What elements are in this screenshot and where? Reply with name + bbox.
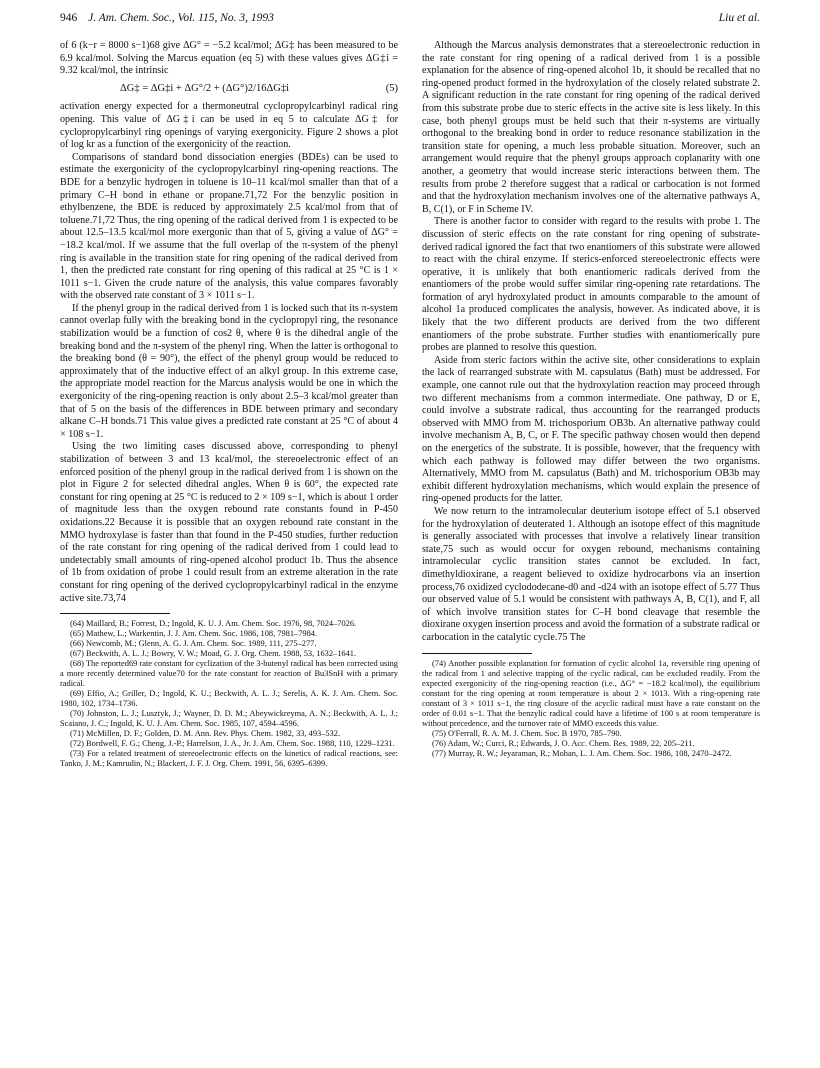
- footnote: (70) Johnston, L. J.; Lusztyk, J.; Wayner, D. D. M.; Abeywickreyma, A. N.; Beckwith, A. L. J.; Scaiano, J. C.; Ingold, K. U. J. Am. Chem. Soc. 1985, 107, 4594–4596.: [60, 709, 398, 729]
- footnote-divider: [60, 613, 170, 614]
- header-left: [60, 12, 274, 24]
- footnote: (66) Newcomb, M.; Glenn, A. G. J. Am. Chem. Soc. 1989, 111, 275–277.: [70, 639, 317, 649]
- header-authors: Liu et al.: [718, 12, 760, 24]
- paragraph: Using the two limiting cases discussed above, corresponding to phenyl stabilization of between 3 and 13 kcal/mol, the stereoelectronic effect of an enforced position of the phenyl group in the radical derived from 1 is shown on the plot in Figure 2 for selected dihedral angles. When θ is 60°, the expected rate constant for ring opening at 25 °C is reduced to 2 × 109 s−1, which is about 1 order of magnitude less than the oxygen rebound rate constants found in P-450 oxidations.22 Because it is possible that an oxygen rebound rate constant in the MMO hydroxylase is faster than that found in the P-450 studies, further reduction of the rate constant for ring opening of the radical derived from 1 could lead to undetectably small amounts of ring-opened alcohol product 1b. Thus the absence of 1b from oxidation of probe 1 could result from an extreme alteration in the rate constant for ring opening of the derived cyclopropylcarbinyl radical in the enzyme active site.73,74: [60, 441, 398, 604]
- footnote: (73) For a related treatment of stereoelectronic effects on the kinetics of radical reactions, see: Tanko, J. M.; Kamrudin, N.; Blackert, J. F. J. Org. Chem. 1991, 56, 6395–6399.: [60, 749, 398, 769]
- footnote: (77) Murray, R. W.; Jeyaraman, R.; Mohan, L. J. Am. Chem. Soc. 1986, 108, 2470–2472.: [432, 748, 732, 758]
- paragraph: Comparisons of standard bond dissociation energies (BDEs) can be used to estimate the exergonicity of the cyclopropylcarbinyl ring-opening reactions. The BDE for a benzylic hydrogen in toluene is 10–11 kcal/mol smaller than that of a primary C–H bond in ethane or propane.71,72 For the benzylic position in ethylbenzene, the BDE is reduced by approximately 2.5 kcal/mol from that of toluene.71,72 Thus, the ring opening of the radical derived from 1 is expected to be about 12.5–13.5 kcal/mol more exergonic than that of 5, giving a value of ΔG° = −18.2 kcal/mol. If we assume that the full overlap of the π-system of the phenyl ring is available in the transition state for ring opening of the radical derived from 1, then the predicted rate constant for ring opening of this radical at 25 °C is 1 × 1011 s−1. Given the crude nature of the analysis, this value compares favorably with the observed rate constant of 3 × 1011 s−1.: [60, 151, 398, 302]
- right-column: [422, 40, 760, 759]
- footnote: (72) Bordwell, F. G.; Cheng, J.-P.; Harrelson, J. A., Jr. J. Am. Chem. Soc. 1988, 110, 1229–1231.: [70, 739, 395, 749]
- footnote: (64) Maillard, B.; Forrest, D.; Ingold, K. U. J. Am. Chem. Soc. 1976, 98, 7024–7026.: [70, 619, 357, 629]
- paragraph: of 6 (k−r = 8000 s−1)68 give ΔG° = −5.2 kcal/mol; ΔG‡ has been measured to be 6.9 kcal/mol. Solving the Marcus equation (eq 5) with these values gives ΔG‡i = 9.32 kcal/mol, the intrinsic: [60, 40, 398, 77]
- footnotes-right: [422, 659, 760, 759]
- paragraph: Although the Marcus analysis demonstrates that a stereoelectronic reduction in the rate constant for ring opening of a radical derived from 1 is a possible explanation for the absence of ring-opened alcohol 1b, it should be recalled that no ring-opened product formed in the hydroxylation of the closely related substrate 2. A significant reduction in the rate constant for ring opening of the radical derived from this substrate probe due to steric effects in the active site is less likely. In this case, both phenyl groups must be held such that their π-systems are virtually orthogonal to the breaking bond in order to reduce resonance stabilization in the transition state for opening, a much less probable situation. Moreover, such an arrangement would require that the phenyl groups approach coplanarity with one another, a geometry that would increase steric interactions between them. The results from probe 2 therefore suggest that a radical or carbocation is not formed and that the hydroxylation mechanism involves one of the alternative pathways A, B, C(1), or F in Scheme IV.: [422, 40, 760, 215]
- paragraph: activation energy expected for a thermoneutral cyclopropylcarbinyl radical ring opening. This value of ΔG‡i can be used in eq 5 to calculate ΔG‡ for cyclopropylcarbinyl ring openings of varying exergonicity. Figure 2 shows a plot of log kr as a function of the exergonicity of the reaction.: [60, 101, 398, 151]
- footnotes-left: [60, 619, 398, 769]
- page-number: 946: [60, 12, 78, 24]
- footnote: (67) Beckwith, A. L. J.; Bowry, V. W.; Moad, G. J. Org. Chem. 1988, 53, 1632–1641.: [70, 649, 357, 659]
- paragraph: We now return to the intramolecular deuterium isotope effect of 5.1 observed for the hydroxylation of deuterated 1. Although an isotope effect of this magnitude is generally associated with processes that involve a relatively linear transition state,75 such as would occur for oxygen rebound, mechanisms containing intramolecular cyclic transition states cannot be excluded. In fact, dimethyldioxirane, a reagent believed to oxidize hydrocarbons via an insertion process,76 oxidized cyclododecane-d0 and -d24 with an isotope effect of 5.77 Thus our observed value of 5.1 would be consistent with pathways A, B, C(1), and F, all of which involve transition states for C–H bond cleavage that resemble the dioxirane oxygen insertion process and avoid the formation of a substrate radical or carbocation in the catalytic cycle.75 The: [422, 505, 760, 643]
- left-column: [60, 40, 398, 769]
- paragraph: Aside from steric factors within the active site, other considerations to explain the lack of rearranged substrate with M. capsulatus (Bath) must be addressed. For example, one cannot rule out that the hydroxylation reaction may proceed through two different mechanisms from a common intermediate. One pathway, D or E, could involve a substrate radical, thus accounting for the rearranged products observed with MMO from M. trichosporium OB3b. An alternative pathway could involve mechanism A, B, C, or F. The specific pathway chosen would then depend on the energetics of the substrate. It is possible, however, that the frequency with which each pathway is followed may differ between the two organisms. Alternatively, MMO from M. capsulatus (Bath) and M. trichosporium OB3b may exhibit different hydroxylation mechanisms, which would explain the presence of ring-opened products for the latter.: [422, 354, 760, 505]
- footnote: (71) McMillen, D. F.; Golden, D. M. Ann. Rev. Phys. Chem. 1982, 33, 493–532.: [70, 729, 341, 739]
- equation-text: ΔG‡ = ΔG‡i + ΔG°/2 + (ΔG°)2/16ΔG‡i: [120, 82, 289, 94]
- marcus-equation: [60, 83, 398, 96]
- footnote: (75) O'Ferrall, R. A. M. J. Chem. Soc. B 1970, 785–790.: [432, 728, 622, 738]
- footnote-divider: [422, 653, 532, 654]
- footnote: (74) Another possible explanation for formation of cyclic alcohol 1a, reversible ring opening of the radical from 1 and selective trapping of the cyclic radical, can be excluded readily. From the expected exergonicity of the ring-opening reaction (i.e., ΔG° = −18.2 kcal/mol), the equilibrium constant for the ring opening at room temperature is about 2 × 1013. With a ring-opening rate constant of 3 × 1011 s−1, the ring closure of the acyclic radical must have a rate constant on the order of 0.01 s−1. That the benzylic radical could have a lifetime of 100 s at room temperature is without precedence, and the turnover rate of MMO exceeds this value.: [422, 658, 760, 728]
- paragraph: There is another factor to consider with regard to the results with probe 1. The discussion of steric effects on the rate constant for ring opening of substrate-derived radical ignored the fact that two enantiomers of this substrate were allowed to react with the chiral enzyme. If sterics-enforced stereoelectronic effects were operative, it is unlikely that both enantiomeric radicals derived from the enantiomers of the probe would suffer similar ring-opening rate retardations. The formation of aryl hydroxylated product in amounts comparable to the amount of alcohol 1a produced complicates the analysis, however. As indicated above, it is likely that the two different products are derived from the two different enantiomers of the probe substrate. Further studies with enantiomerically pure probes are planned to resolve this question.: [422, 216, 760, 354]
- journal-citation: J. Am. Chem. Soc., Vol. 115, No. 3, 1993: [88, 12, 274, 24]
- footnote: (76) Adam, W.; Curci, R.; Edwards, J. O. Acc. Chem. Res. 1989, 22, 205–211.: [432, 738, 695, 748]
- paragraph: If the phenyl group in the radical derived from 1 is locked such that its π-system cannot overlap fully with the breaking bond in the cyclopropyl ring, the resonance stabilization would be a function of cos2 θ, where θ is the dihedral angle of the breaking bond and the π-system of the phenyl ring. When the latter is orthogonal to the breaking bond (θ = 90°), the effect of the phenyl group would be reduced to approximately that of the inductive effect of an alkyl group. In this extreme case, the appropriate model reaction for the Marcus analysis would be one in which the exergonicity of the ring-opening reaction is only about 2.5–3 kcal/mol greater than that of 5 on the basis of the differences in BDE between primary and secondary alkane C–H bonds.71 This value gives a predicted rate constant at 25 °C of about 4 × 108 s−1.: [60, 302, 398, 440]
- footnote: (65) Mathew, L.; Warkentin, J. J. Am. Chem. Soc. 1986, 108, 7981–7984.: [70, 629, 318, 639]
- footnote: (69) Effio, A.; Griller, D.; Ingold, K. U.; Beckwith, A. L. J.; Serelis, A. K. J. Am. Chem. Soc. 1980, 102, 1734–1736.: [60, 689, 398, 709]
- equation-number: (5): [385, 82, 398, 94]
- running-header: [60, 12, 760, 24]
- footnote: (68) The reported69 rate constant for cyclization of the 3-butenyl radical has been corrected using a more recently determined value70 for the rate constant for reaction of Bu3SnH with a primary radical.: [60, 659, 398, 689]
